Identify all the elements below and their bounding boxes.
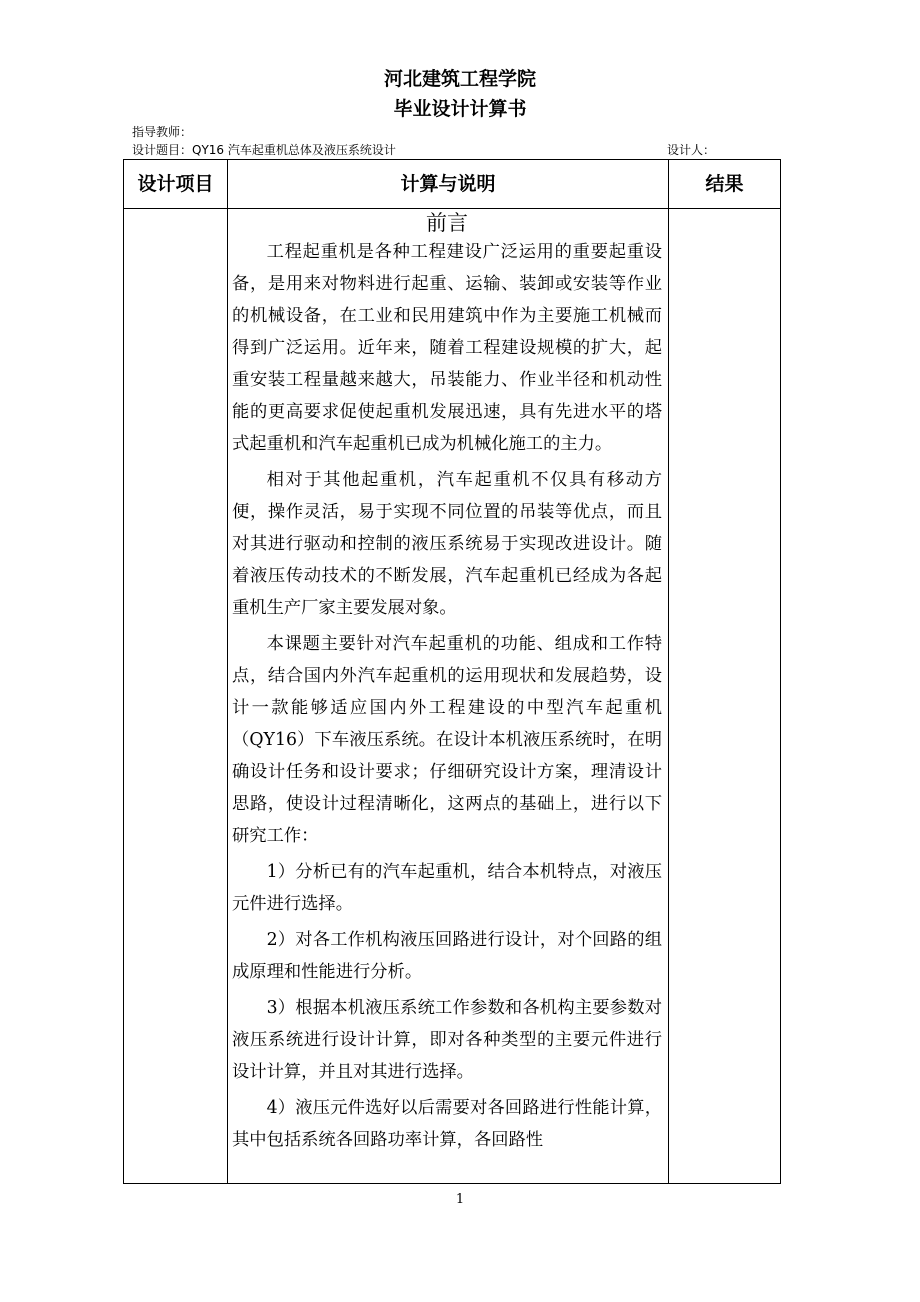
list-item: 1）分析已有的汽车起重机，结合本机特点，对液压元件进行选择。 bbox=[232, 862, 662, 914]
column-divider bbox=[227, 160, 228, 1183]
column-header-design-item: 设计项目 bbox=[137, 173, 214, 195]
calculation-content bbox=[232, 210, 662, 1176]
advisor-label: 指导教师： bbox=[132, 125, 193, 139]
document-title: 毕业设计计算书 bbox=[393, 98, 527, 120]
school-name: 河北建筑工程学院 bbox=[383, 68, 536, 90]
column-header-calculation: 计算与说明 bbox=[400, 173, 496, 195]
header-divider bbox=[124, 208, 780, 209]
list-item: 3）根据本机液压系统工作参数和各机构主要参数对液压系统进行设计计算，即对各种类型的主要元件进行设计计算，并且对其进行选择。 bbox=[232, 998, 662, 1082]
column-divider bbox=[668, 160, 669, 1183]
design-topic: 设计题目：QY16 汽车起重机总体及液压系统设计 bbox=[132, 143, 396, 157]
paragraph: 工程起重机是各种工程建设广泛运用的重要起重设备，是用来对物料进行起重、运输、装卸或安装等作业的机械设备，在工业和民用建筑中作为主要施工机械而得到广泛运用。近年来，随着工程建设规模的扩大，起重安装工程量越来越大，吊装能力、作业半径和机动性能的更高要求促使起重机发展迅速，具有先进水平的塔式起重机和汽车起重机已成为机械化施工的主力。 bbox=[232, 242, 662, 454]
list-item: 2）对各工作机构液压回路进行设计，对个回路的组成原理和性能进行分析。 bbox=[232, 930, 662, 982]
designer-label: 设计人： bbox=[667, 143, 716, 157]
list-item: 4）液压元件选好以后需要对各回路进行性能计算，其中包括系统各回路功率计算，各回路性 bbox=[232, 1098, 662, 1150]
paragraph: 相对于其他起重机，汽车起重机不仅具有移动方便，操作灵活，易于实现不同位置的吊装等优点，而且对其进行驱动和控制的液压系统易于实现改进设计。随着液压传动技术的不断发展，汽车起重机已经成为各起重机生产厂家主要发展对象。 bbox=[232, 470, 662, 618]
page-number: 1 bbox=[455, 1192, 465, 1207]
paragraph: 本课题主要针对汽车起重机的功能、组成和工作特点，结合国内外汽车起重机的运用现状和发展趋势，设计一款能够适应国内外工程建设的中型汽车起重机（QY16）下车液压系统。在设计本机液压系统时，在明确设计任务和设计要求；仔细研究设计方案，理清设计思路，使设计过程清晰化，这两点的基础上，进行以下研究工作： bbox=[232, 634, 662, 846]
column-header-result: 结果 bbox=[705, 173, 744, 195]
section-heading: 前言 bbox=[426, 211, 468, 235]
calculation-table bbox=[123, 159, 781, 1184]
